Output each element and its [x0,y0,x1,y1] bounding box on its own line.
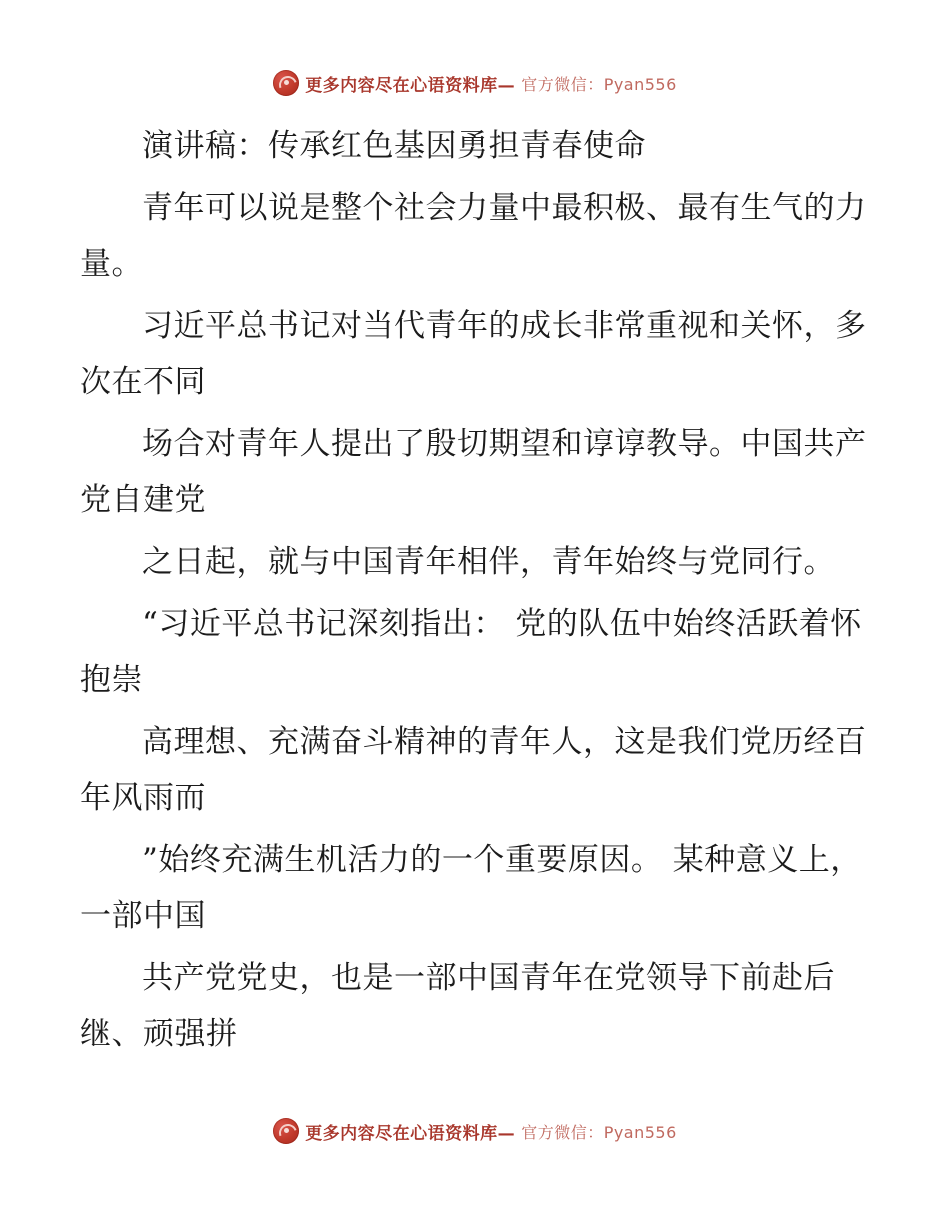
watermark-bottom [0,1118,950,1144]
document-text-body [80,118,880,1068]
watermark-main-text: 更多内容尽在心语资料库— [305,1123,516,1144]
paragraph: 演讲稿：传承红色基因勇担青春使命 [142,128,646,164]
paragraph: 场合对青年人提出了殷切期望和谆谆教导。中国共产党自建党 [80,426,867,518]
paragraph: 青年可以说是整个社会力量中最积极、最有生气的力量。 [80,190,867,282]
circle-logo-icon [273,1118,299,1144]
paragraph: 之日起，就与中国青年相伴，青年始终与党同行。 [142,544,835,580]
paragraph: 高理想、充满奋斗精神的青年人，这是我们党历经百年风雨而 [80,724,867,816]
paragraph: ”始终充满生机活力的一个重要原因。 某种意义上，一部中国 [80,842,862,934]
watermark-sub-text: 官方微信：Pyan556 [521,1122,677,1142]
watermark-sub-text: 官方微信：Pyan556 [521,74,677,94]
watermark-main-text: 更多内容尽在心语资料库— [305,75,516,96]
paragraph: “习近平总书记深刻指出： 党的队伍中始终活跃着怀抱崇 [80,606,862,698]
circle-logo-icon [273,70,299,96]
watermark-top [0,70,950,96]
paragraph: 共产党党史，也是一部中国青年在党领导下前赴后继、顽强拼 [80,960,835,1052]
paragraph: 习近平总书记对当代青年的成长非常重视和关怀，多次在不同 [80,308,867,400]
